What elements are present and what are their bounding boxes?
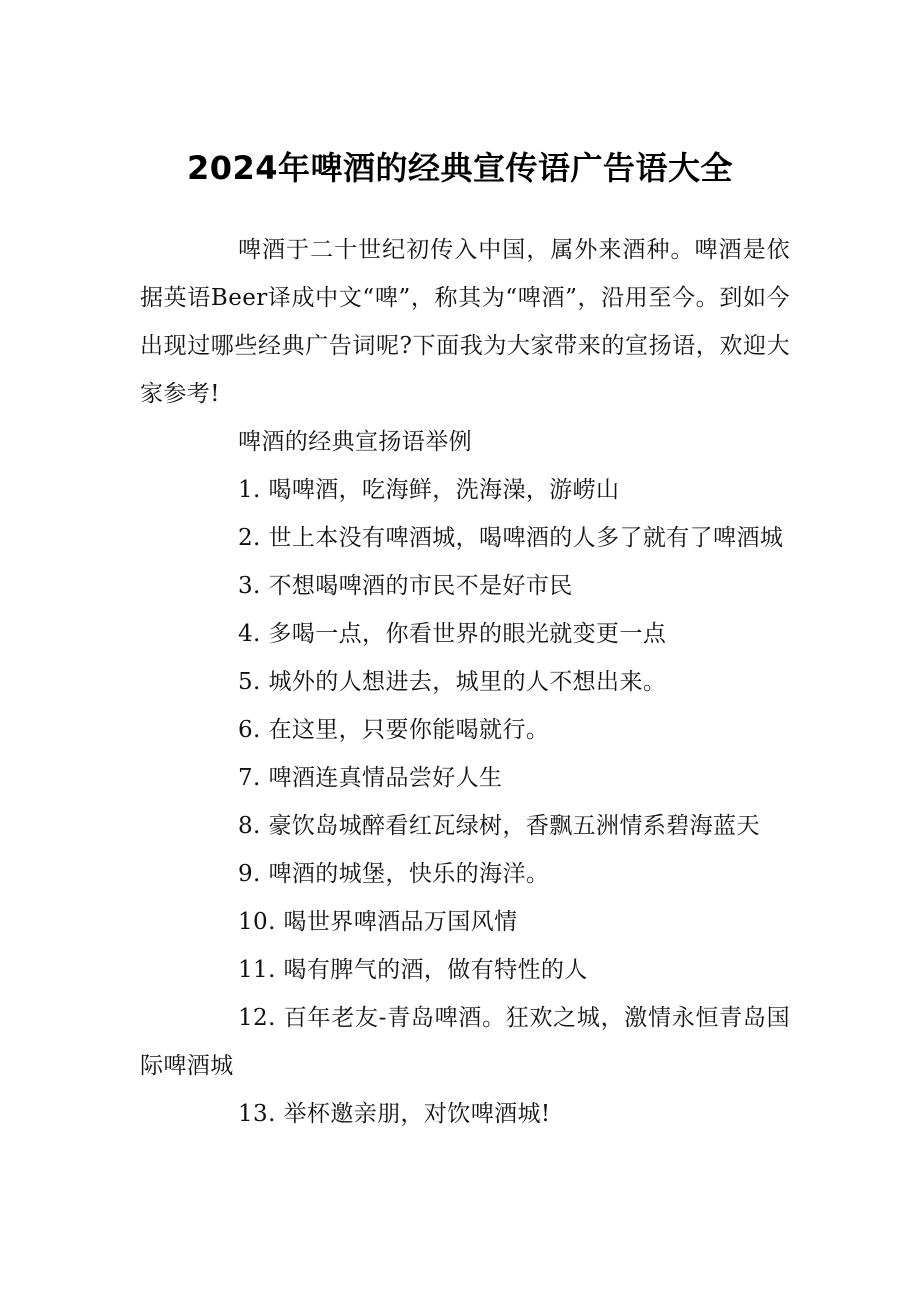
document-body [140,226,790,1138]
list-item: 13. 举杯邀亲朋，对饮啤酒城! [238,1101,551,1127]
list-item: 5. 城外的人想进去，城里的人不想出来。 [238,669,667,695]
intro-paragraph: 啤酒于二十世纪初传入中国，属外来酒种。啤酒是依据英语Beer译成中文“啤”，称其为“啤酒”，沿用至今。到如今出现过哪些经典广告词呢?下面我为大家带来的宣扬语，欢迎大家参考! [140,237,790,407]
list-item: 9. 啤酒的城堡，快乐的海洋。 [238,861,550,887]
document-title: 2024年啤酒的经典宣传语广告语大全 [186,149,734,187]
list-item: 11. 喝有脾气的酒，做有特性的人 [238,957,588,983]
list-item: 10. 喝世界啤酒品万国风情 [238,909,518,935]
list-item: 6. 在这里，只要你能喝就行。 [238,717,550,743]
list-item: 12. 百年老友-青岛啤酒。狂欢之城，激情永恒青岛国际啤酒城 [140,1005,790,1079]
list-item: 3. 不想喝啤酒的市民不是好市民 [238,573,573,599]
section-heading: 啤酒的经典宣扬语举例 [238,429,472,455]
list-item: 1. 喝啤酒，吃海鲜，洗海澡，游崂山 [238,477,620,503]
list-item: 4. 多喝一点，你看世界的眼光就变更一点 [238,621,667,647]
list-item: 2. 世上本没有啤酒城，喝啤酒的人多了就有了啤酒城 [238,525,784,551]
list-item: 7. 啤酒连真情品尝好人生 [238,765,503,791]
list-item: 8. 豪饮岛城醉看红瓦绿树，香飘五洲情系碧海蓝天 [238,813,760,839]
